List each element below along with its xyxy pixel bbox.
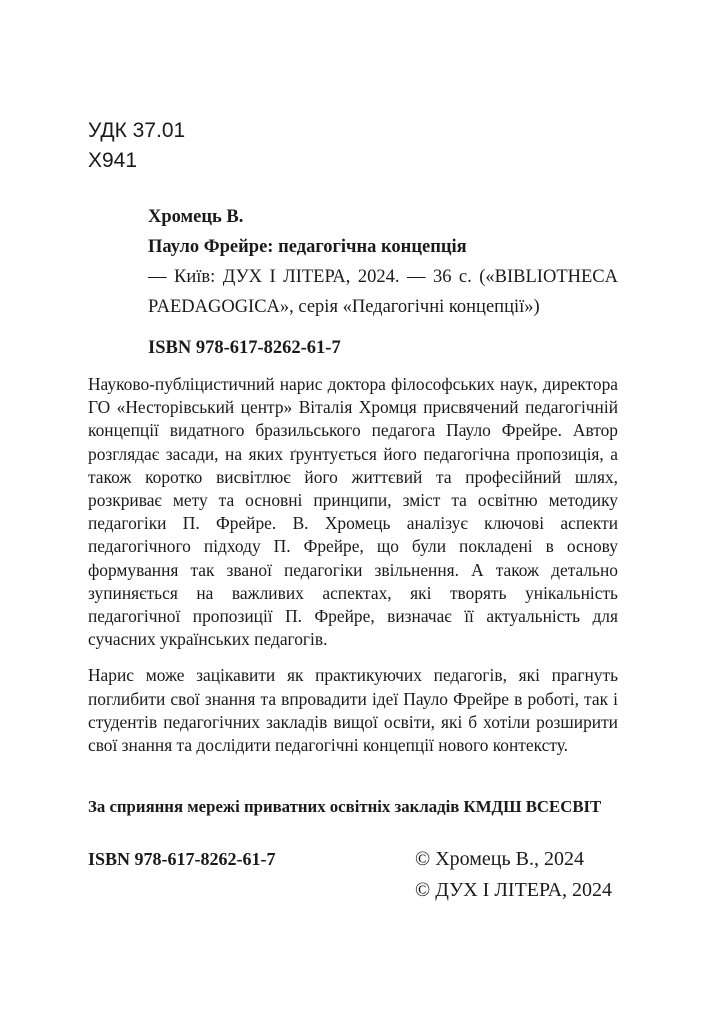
udk-code: УДК 37.01	[88, 119, 186, 142]
record-author: Хромець В.	[148, 207, 244, 227]
annotation	[88, 373, 618, 757]
annotation-paragraph-1: Науково-публіцистичний нарис доктора філософських наук, директора ГО «Несторівський центр» Віталія Хромця присвячений педагогічній концепції видатного бразильського педагога Пауло Фрейре. Автор розглядає засади, на яких ґрунтується його педагогічна пропозиція, а також коротко висвітлює його життєвий та професійний шлях, розкриває мету та основні принципи, зміст та освітню методику педагогіки П. Фрейре. В. Хромець аналізує ключові аспекти педагогічного підходу П. Фрейре, що були покладені в основу формування так званої педагогіки звільнення. А також детально зупиняється на важливих аспектах, які творять унікальність педагогічної пропозиції П. Фрейре, визначає її актуальність для сучасних українських педагогів.	[88, 374, 618, 650]
record-title: Пауло Фрейре: педагогічна концепція	[148, 237, 467, 257]
sponsor-note: За сприяння мережі приватних освітніх закладів КМДШ ВСЕСВІТ	[88, 797, 602, 816]
footer-isbn: ISBN 978-617-8262-61-7	[88, 849, 276, 869]
copyright-block	[415, 844, 612, 906]
bibliographic-record	[148, 202, 618, 363]
annotation-paragraph-2: Нарис може зацікавити як практикуючих педагогів, які прагнуть поглибити свої знання та впровадити ідеї Пауло Фрейре в роботі, так і студентів педагогічних закладів вищої освіти, які б хотіли розширити свої знання та дослідити педагогічні концепції нового контексту.	[88, 665, 618, 756]
author-mark: Х941	[88, 149, 138, 172]
copyright-publisher: © ДУХ І ЛІТЕРА, 2024	[415, 879, 613, 901]
record-isbn: ISBN 978-617-8262-61-7	[148, 338, 341, 358]
record-imprint-line1: — Київ: ДУХ І ЛІТЕРА, 2024. — 36 с. («BIBLIOTHECA	[148, 267, 618, 287]
classification-block	[88, 116, 185, 176]
copyright-author: © Хромець В., 2024	[415, 848, 584, 870]
record-imprint-line2: PAEDAGOGICA», серія «Педагогічні концепції»)	[148, 297, 540, 317]
